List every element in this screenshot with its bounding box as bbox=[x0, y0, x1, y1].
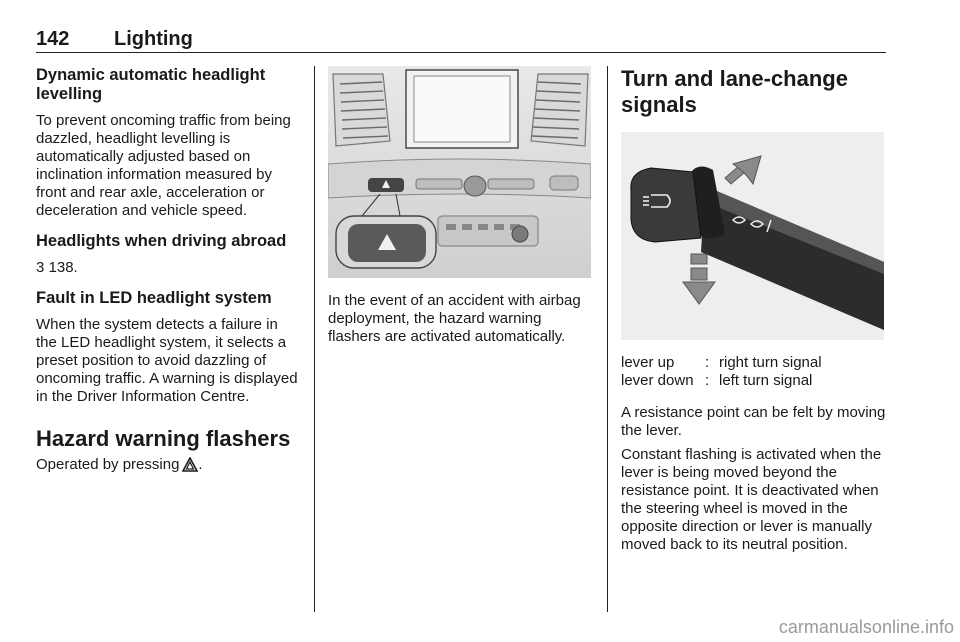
turn-signal-lever-illustration bbox=[621, 132, 884, 340]
signal-sep: : bbox=[705, 354, 710, 371]
column-left bbox=[36, 66, 301, 477]
table-row bbox=[621, 372, 822, 390]
hazard-switch-illustration bbox=[328, 66, 591, 278]
turn-signal-table bbox=[621, 354, 822, 390]
watermark: carmanualsonline.info bbox=[778, 617, 954, 637]
heading-headlight-levelling: Dynamic automatic headlight levelling bbox=[36, 66, 266, 103]
heading-driving-abroad: Headlights when driving abroad bbox=[36, 232, 287, 250]
paragraph-hazard bbox=[36, 456, 301, 477]
signal-key: lever down bbox=[621, 372, 694, 389]
cross-reference[interactable]: 3 138. bbox=[36, 259, 78, 276]
running-title: Lighting bbox=[114, 28, 193, 50]
signal-value: left turn signal bbox=[719, 372, 813, 389]
heading-hazard-flashers: Hazard warning flashers bbox=[36, 426, 291, 451]
column-divider-1 bbox=[314, 66, 315, 612]
paragraph-levelling: To prevent oncoming traffic from being dazzled, headlight levelling is automatically adjusted based on inclination information measured by front and rear axle, acceleration or deceleration and vehicle speed. bbox=[36, 112, 291, 219]
heading-turn-signals: Turn and lane-change signals bbox=[621, 66, 848, 117]
signal-sep: : bbox=[705, 372, 710, 389]
hazard-triangle-icon bbox=[182, 457, 198, 477]
column-right bbox=[621, 66, 886, 554]
page-number: 142 bbox=[36, 28, 70, 50]
page-header bbox=[36, 26, 886, 53]
paragraph-airbag-deployment: In the event of an accident with airbag deployment, the hazard warning flashers are activated automatically. bbox=[328, 292, 581, 345]
paragraph-resistance: A resistance point can be felt by moving the lever. bbox=[621, 404, 886, 439]
hazard-text: Operated by pressing bbox=[36, 456, 180, 473]
column-divider-2 bbox=[607, 66, 608, 612]
paragraph-constant-flashing: Constant flashing is activated when the lever is being moved beyond the resistance point. It is deactivated when the steering wheel is moved in the opposite direction or lever is manually moved back to its neutral position. bbox=[621, 446, 882, 553]
heading-led-fault: Fault in LED headlight system bbox=[36, 289, 272, 307]
paragraph-led-fault: When the system detects a failure in the LED headlight system, it selects a preset position to avoid dazzling of oncoming traffic. A warning is displayed in the Driver Information Centre. bbox=[36, 316, 298, 405]
hazard-text-end: . bbox=[198, 456, 203, 473]
signal-key: lever up bbox=[621, 354, 675, 371]
signal-value: right turn signal bbox=[719, 354, 822, 371]
column-middle bbox=[328, 66, 593, 346]
table-row bbox=[621, 354, 822, 372]
